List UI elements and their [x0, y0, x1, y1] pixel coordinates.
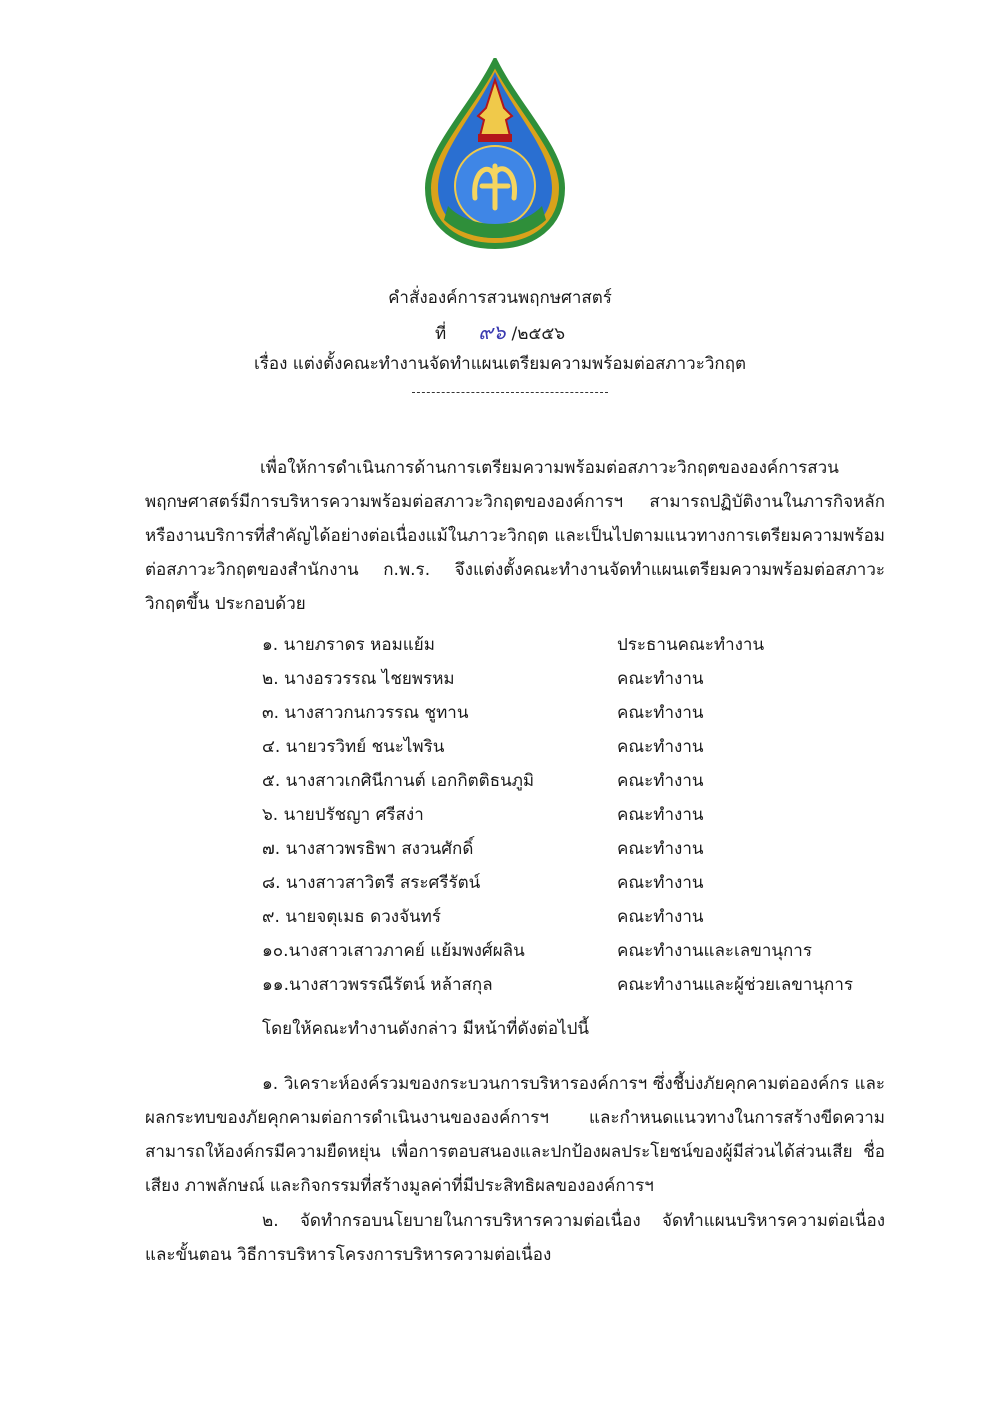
member-role: คณะทำงาน: [617, 669, 704, 689]
order-subject: เรื่อง แต่งตั้งคณะทำงานจัดทำแผนเตรียมความพร้อมต่อสภาวะวิกฤต: [253, 354, 747, 374]
member-role: คณะทำงานและเลขานุการ: [617, 941, 812, 961]
member-role: ประธานคณะทำงาน: [617, 635, 765, 655]
member-role: คณะทำงาน: [617, 771, 704, 791]
member-row: [262, 696, 902, 730]
member-role: คณะทำงาน: [617, 907, 704, 927]
member-name: ๔. นายวรวิทย์ ชนะไพริน: [262, 737, 445, 757]
organization-emblem: [420, 58, 570, 250]
member-role: คณะทำงาน: [617, 703, 704, 723]
duty-item: [145, 1204, 885, 1272]
duty-item: [145, 1067, 885, 1203]
member-row: [262, 764, 902, 798]
member-name: ๕. นางสาวเกศินีกานต์ เอกกิตติธนภูมิ: [262, 771, 535, 791]
order-number-handwritten: ๙๖: [478, 320, 506, 344]
emblem-crown-base: [478, 134, 512, 142]
intro-paragraph: [145, 451, 885, 621]
member-name: ๓. นางสาวกนกวรรณ ชูทาน: [262, 703, 469, 723]
member-row: [262, 866, 902, 900]
heading-divider: [412, 392, 608, 393]
member-row: [262, 968, 902, 1002]
member-name: ๙. นายจตุเมธ ดวงจันทร์: [262, 907, 441, 927]
member-row: [262, 832, 902, 866]
member-role: คณะทำงาน: [617, 839, 704, 859]
member-row: [262, 900, 902, 934]
member-list: [262, 628, 902, 1002]
member-name: ๖. นายปรัชญา ศรีสง่า: [262, 805, 424, 825]
order-number-label: ที่: [434, 324, 447, 344]
member-row: [262, 628, 902, 662]
member-role: คณะทำงาน: [617, 805, 704, 825]
member-role: คณะทำงาน: [617, 737, 704, 757]
member-name: ๑๐.นางสาวเสาวภาคย์ แย้มพงศ์ผลิน: [262, 941, 525, 961]
intro-text: เพื่อให้การดำเนินการด้านการเตรียมความพร้อมต่อสภาวะวิกฤตขององค์การสวนพฤกษศาสตร์มีการบริหารความพร้อมต่อสภาวะวิกฤตขององค์การฯ สามารถปฏิบัติงานในภารกิจหลักหรืองานบริการที่สำคัญได้อย่างต่อเนื่องแม้ในภาวะวิกฤต และเป็นไปตามแนวทางการเตรียมความพร้อมต่อสภาวะวิกฤตของสำนักงาน ก.พ.ร. จึงแต่งตั้งคณะทำงานจัดทำแผนเตรียมความพร้อมต่อสภาวะวิกฤตขึ้น ประกอบด้วย: [145, 458, 885, 614]
member-name: ๑. นายภราดร หอมแย้ม: [262, 635, 435, 655]
member-row: [262, 662, 902, 696]
member-name: ๗. นางสาวพรธิพา สงวนศักดิ์: [262, 839, 474, 859]
member-row: [262, 798, 902, 832]
duties-intro: โดยให้คณะทำงานดังกล่าว มีหน้าที่ดังต่อไปนี้: [262, 1019, 590, 1039]
member-name: ๘. นางสาวสาวิตรี สระศรีรัตน์: [262, 873, 481, 893]
member-row: [262, 934, 902, 968]
order-number: [0, 316, 1000, 348]
order-title: คำสั่งองค์การสวนพฤกษศาสตร์: [388, 288, 612, 308]
member-name: ๒. นางอรวรรณ ไชยพรหม: [262, 669, 455, 689]
member-role: คณะทำงานและผู้ช่วยเลขานุการ: [617, 975, 853, 995]
order-number-year: /๒๕๕๖: [511, 324, 566, 344]
member-role: คณะทำงาน: [617, 873, 704, 893]
member-row: [262, 730, 902, 764]
member-name: ๑๑.นางสาวพรรณีรัตน์ หล้าสกุล: [262, 975, 493, 995]
duty-text: ๑. วิเคราะห์องค์รวมของกระบวนการบริหารองค์การฯ ซึ่งชี้บ่งภัยคุกคามต่อองค์กร และผลกระทบของภัยคุกคามต่อการดำเนินงานขององค์การฯ และกำหนดแนวทางในการสร้างขีดความสามารถให้องค์กรมีความยืดหยุ่น เพื่อการตอบสนองและปกป้องผลประโยชน์ของผู้มีส่วนได้ส่วนเสีย ชื่อเสียง ภาพลักษณ์ และกิจกรรมที่สร้างมูลค่าที่มีประสิทธิผลขององค์การฯ: [145, 1074, 885, 1196]
duty-text: ๒. จัดทำกรอบนโยบายในการบริหารความต่อเนื่อง จัดทำแผนบริหารความต่อเนื่อง และขั้นตอน วิธีการบริหารโครงการบริหารความต่อเนื่อง: [145, 1211, 885, 1265]
